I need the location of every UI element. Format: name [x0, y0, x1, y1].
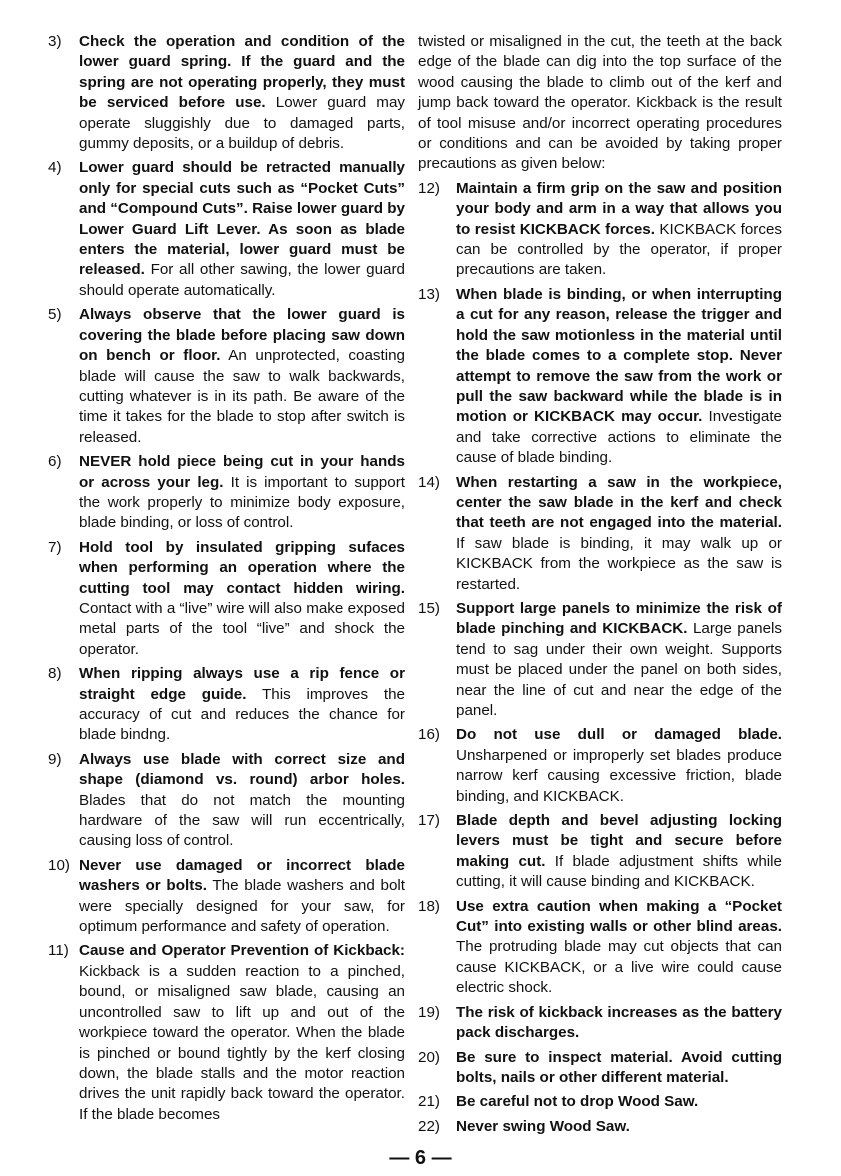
item-text: The protruding blade may cut objects that can cause KICKBACK, or a live wire could cause electric shock. [456, 938, 782, 997]
item-text: An unprotected, coasting blade will cause the saw to walk backwards, cutting whatever is in its path. Be aware of the time it takes for the blade to stop after switch is released. [79, 347, 405, 446]
item-warning-bold: Blade depth and bevel adjusting locking levers must be tight and secure before making cut. [456, 812, 782, 870]
item-text: Blades that do not match the mounting hardware of the saw will run eccentrically, causing loss of control. [79, 791, 405, 850]
item-number: 11) [48, 942, 69, 960]
item-text: Unsharpened or improperly set blades produce narrow kerf causing excessive friction, blade binding, and KICKBACK. [456, 746, 782, 805]
item-warning-bold: Never use damaged or incorrect blade washers or bolts. [79, 856, 405, 895]
left-column [48, 32, 405, 1129]
item-warning-bold: Always observe that the lower guard is covering the blade before placing saw down on bench or floor. [79, 306, 405, 365]
item-body [79, 452, 405, 534]
item-body [456, 285, 782, 469]
item-body [79, 856, 405, 938]
item-body [418, 32, 782, 175]
item-warning-bold: When blade is binding, or when interrupting a cut for any reason, release the trigger and hold the saw motionless in the material until the blade comes to a complete stop. Never attempt to remove the saw from the work or pull the saw backward while the blade is in motion or KICKBACK may occur. [456, 285, 782, 426]
item-text: KICKBACK forces can be controlled by the operator, if proper precautions are taken. [456, 220, 782, 279]
safety-item [48, 664, 405, 746]
item-number: 18) [418, 897, 440, 915]
item-number: 12) [418, 179, 440, 197]
item-text: Kickback is a sudden reaction to a pinched, bound, or misaligned saw blade, causing an uncontrolled saw to lift up and out of the workpiece toward the operator. When the blade is pinched or bound tightly by the kerf closing down, the blade stalls and the motor reaction drives the unit rapidly back toward the operator. If the blade becomes [79, 962, 405, 1123]
item-warning-bold: Check the operation and condition of the lower guard spring. If the guard and the spring are not operating properly, they must be serviced before use. [79, 33, 405, 112]
safety-item [418, 1048, 782, 1089]
item-text: Investigate and take corrective actions to eliminate the cause of blade binding. [456, 408, 782, 467]
safety-item [48, 750, 405, 852]
item-number: 8) [48, 665, 62, 683]
item-warning-bold: Lower guard should be retracted manually only for special cuts such as “Pocket Cuts” and “Compound Cuts”. Raise lower guard by Lower Guard Lift Lever. As soon as blade enters the material, lower guard must be released. [79, 159, 405, 279]
item-warning-bold: The risk of kickback increases as the battery pack discharges. [456, 1003, 782, 1042]
item-warning-bold: When ripping always use a rip fence or straight edge guide. [79, 665, 405, 703]
item-warning-bold: Maintain a firm grip on the saw and position your body and arm in a way that allows you to resist KICKBACK forces. [456, 179, 782, 238]
item-number: 6) [48, 453, 62, 471]
item-number: 15) [418, 599, 440, 617]
safety-item [418, 1003, 782, 1044]
item-warning-bold: Hold tool by insulated gripping sufaces when performing an operation where the cutting tool may contact hidden wiring. [79, 538, 405, 597]
safety-item [418, 811, 782, 893]
safety-item [48, 856, 405, 938]
item-body [79, 941, 405, 1125]
item-body [79, 32, 405, 154]
item-number: 19) [418, 1003, 440, 1021]
item-body [456, 1048, 782, 1089]
item-text: If saw blade is binding, it may walk up or KICKBACK from the workpiece as the saw is restarted. [456, 534, 782, 593]
item-body [79, 664, 405, 746]
item-body [79, 305, 405, 448]
item-number: 13) [418, 285, 440, 303]
item-number: 22) [418, 1117, 440, 1135]
item-number: 4) [48, 159, 62, 177]
item-warning-bold: Cause and Operator Prevention of Kickback: [79, 942, 405, 960]
item-body [456, 473, 782, 595]
item-text: twisted or misaligned in the cut, the teeth at the back edge of the blade can dig into the top surface of the wood causing the blade to climb out of the kerf and jump back toward the operator. Kickback is the result of tool misuse and/or incorrect operating procedures or conditions and can be avoided by taking proper precautions as given below: [418, 33, 782, 173]
item-number: 20) [418, 1048, 440, 1066]
safety-item [418, 1092, 782, 1112]
item-warning-bold: Support large panels to minimize the risk of blade pinching and KICKBACK. [456, 599, 782, 638]
safety-item [418, 179, 782, 281]
safety-item [418, 32, 782, 175]
item-text: Contact with a “live” wire will also make exposed metal parts of the tool “live” and shock the operator. [79, 599, 405, 658]
item-body [456, 725, 782, 807]
item-warning-bold: Be careful not to drop Wood Saw. [456, 1093, 699, 1111]
item-body [456, 1003, 782, 1044]
item-warning-bold: When restarting a saw in the workpiece, center the saw blade in the kerf and check that teeth are not engaged into the material. [456, 473, 782, 532]
safety-item [48, 538, 405, 660]
item-number: 16) [418, 726, 440, 744]
item-warning-bold: NEVER hold piece being cut in your hands or across your leg. [79, 453, 405, 491]
item-number: 3) [48, 33, 62, 50]
item-number: 10) [48, 856, 70, 874]
item-text: For all other sawing, the lower guard should operate automatically. [79, 261, 405, 299]
item-body [79, 750, 405, 852]
item-body [456, 599, 782, 721]
safety-item [48, 305, 405, 448]
item-text: It is important to support the work properly to minimize body exposure, blade binding, or loss of control. [79, 473, 405, 532]
item-warning-bold: Never swing Wood Saw. [456, 1117, 630, 1135]
item-body [456, 179, 782, 281]
item-warning-bold: Use extra caution when making a “Pocket Cut” into existing walls or other blind areas. [456, 897, 782, 936]
item-body [79, 538, 405, 660]
item-body [456, 1092, 782, 1112]
item-warning-bold: Always use blade with correct size and shape (diamond vs. round) arbor holes. [79, 750, 405, 789]
item-number: 5) [48, 306, 62, 324]
safety-item [418, 599, 782, 721]
item-number: 9) [48, 750, 62, 768]
item-body [456, 897, 782, 999]
safety-item [48, 32, 405, 154]
item-number: 17) [418, 812, 440, 830]
item-body [79, 158, 405, 301]
right-column [418, 32, 782, 1141]
safety-item [48, 158, 405, 301]
safety-item [418, 1117, 782, 1137]
item-text: The blade washers and bolt were specially designed for your saw, for optimum performance and safety of operation. [79, 877, 405, 936]
item-body [456, 811, 782, 893]
page-number: — 6 — [389, 1147, 452, 1169]
item-text: If blade adjustment shifts while cutting, it will cause binding and KICKBACK. [456, 852, 782, 891]
item-number: 14) [418, 473, 440, 491]
item-text: Large panels tend to sag under their own weight. Supports must be placed under the panel on both sides, near the line of cut and near the edge of the panel. [456, 620, 782, 719]
item-warning-bold: Be sure to inspect material. Avoid cutting bolts, nails or other different material. [456, 1048, 782, 1086]
item-body [456, 1117, 782, 1137]
item-number: 21) [418, 1093, 440, 1111]
safety-item [418, 473, 782, 595]
safety-item [418, 725, 782, 807]
item-number: 7) [48, 538, 62, 556]
safety-item [418, 897, 782, 999]
item-warning-bold: Do not use dull or damaged blade. [456, 726, 782, 744]
safety-item [48, 941, 405, 1125]
safety-item [48, 452, 405, 534]
item-text: This improves the accuracy of cut and reduces the chance for blade bindng. [79, 685, 405, 744]
item-text: Lower guard may operate sluggishly due to damaged parts, gummy deposits, or a buildup of debris. [79, 94, 405, 153]
safety-item [418, 285, 782, 469]
